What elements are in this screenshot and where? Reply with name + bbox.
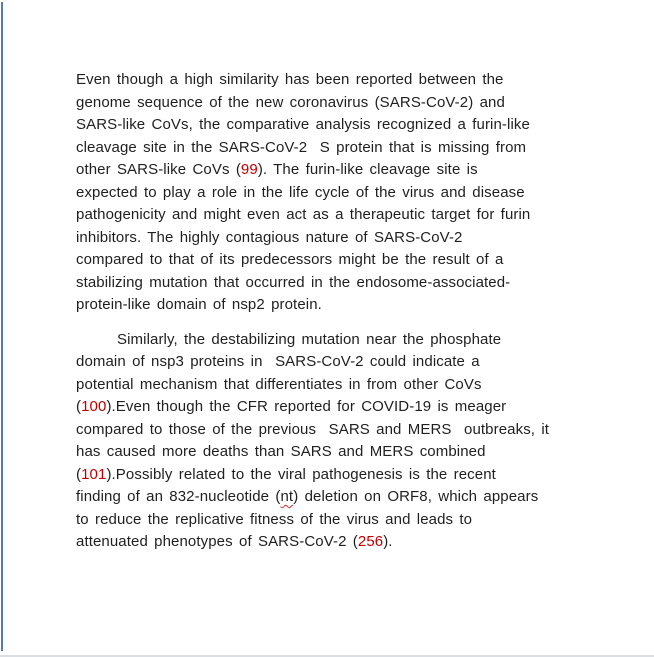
text-line xyxy=(76,92,549,115)
text-run: cleavage site in the SARS-CoV-2 S protein that is missing from xyxy=(76,138,527,156)
text-run: ). xyxy=(383,533,393,550)
text-run: compared to that of its predecessors might be the result of a xyxy=(76,251,504,268)
text-line xyxy=(76,159,549,182)
text-run: SARS-like CoVs, the comparative analysis recognized a furin-like xyxy=(76,116,530,133)
text-run: finding of an 832-nucleotide ( xyxy=(76,488,281,505)
text-line xyxy=(76,137,549,160)
citation-number: 101 xyxy=(81,465,107,483)
text-run: pathogenicity and might even act as a therapeutic target for furin xyxy=(76,206,531,223)
text-line xyxy=(76,396,549,419)
text-run: ) deletion on ORF8, which appears xyxy=(293,488,539,505)
text-line xyxy=(76,441,549,464)
text-line xyxy=(76,531,549,554)
text-run: ( xyxy=(76,398,82,415)
text-run: inhibitors. The highly contagious nature of SARS-CoV-2 xyxy=(76,228,463,246)
text-run: potential mechanism that differentiates in from other CoVs xyxy=(76,375,482,393)
text-line xyxy=(76,69,549,92)
document-text xyxy=(76,69,549,554)
text-run: protein-like domain of nsp2 protein. xyxy=(76,296,322,313)
paragraph xyxy=(76,69,549,317)
left-border-rule xyxy=(1,2,3,651)
text-line xyxy=(76,249,549,272)
text-line xyxy=(76,182,549,205)
text-line xyxy=(76,204,549,227)
text-run: expected to play a role in the life cycle of the virus and disease xyxy=(76,183,525,201)
text-line xyxy=(76,419,549,442)
text-run: stabilizing mutation that occurred in the endosome-associated- xyxy=(76,273,511,291)
citation-number: 256 xyxy=(357,533,384,550)
text-run: genome sequence of the new coronavirus (SARS-CoV-2) and xyxy=(76,93,505,111)
text-line xyxy=(76,272,549,295)
text-run: ( xyxy=(76,465,82,483)
text-run: to reduce the replicative fitness of the virus and leads to xyxy=(76,510,473,528)
text-run: ).Possibly related to the viral pathogenesis is the recent xyxy=(106,465,496,483)
text-line xyxy=(76,329,549,352)
text-run: Even though a high similarity has been reported between the xyxy=(76,71,504,88)
text-line xyxy=(76,227,549,250)
text-line xyxy=(76,374,549,397)
text-line xyxy=(76,464,549,487)
text-run: attenuated phenotypes of SARS-CoV-2 ( xyxy=(76,533,358,550)
text-run: ).Even though the CFR reported for COVID-19 is meager xyxy=(106,398,507,415)
text-line xyxy=(76,114,549,137)
text-run: other SARS-like CoVs ( xyxy=(76,161,241,178)
text-run: has caused more deaths than SARS and MERS combined xyxy=(76,443,486,460)
text-run: compared to those of the previous SARS and MERS outbreaks, it xyxy=(76,420,550,438)
text-run: ). The furin-like cleavage site is xyxy=(257,161,478,178)
text-run: domain of nsp3 proteins in SARS-CoV-2 could indicate a xyxy=(76,353,480,370)
text-run: Similarly, the destabilizing mutation near the phosphate xyxy=(117,330,502,348)
text-line xyxy=(76,509,549,532)
text-line xyxy=(76,294,549,317)
paragraph xyxy=(76,329,549,554)
text-line xyxy=(76,351,549,374)
misspelled-word: nt xyxy=(280,488,294,505)
citation-number: 99 xyxy=(240,161,258,178)
text-line xyxy=(76,486,549,509)
citation-number: 100 xyxy=(81,398,107,415)
